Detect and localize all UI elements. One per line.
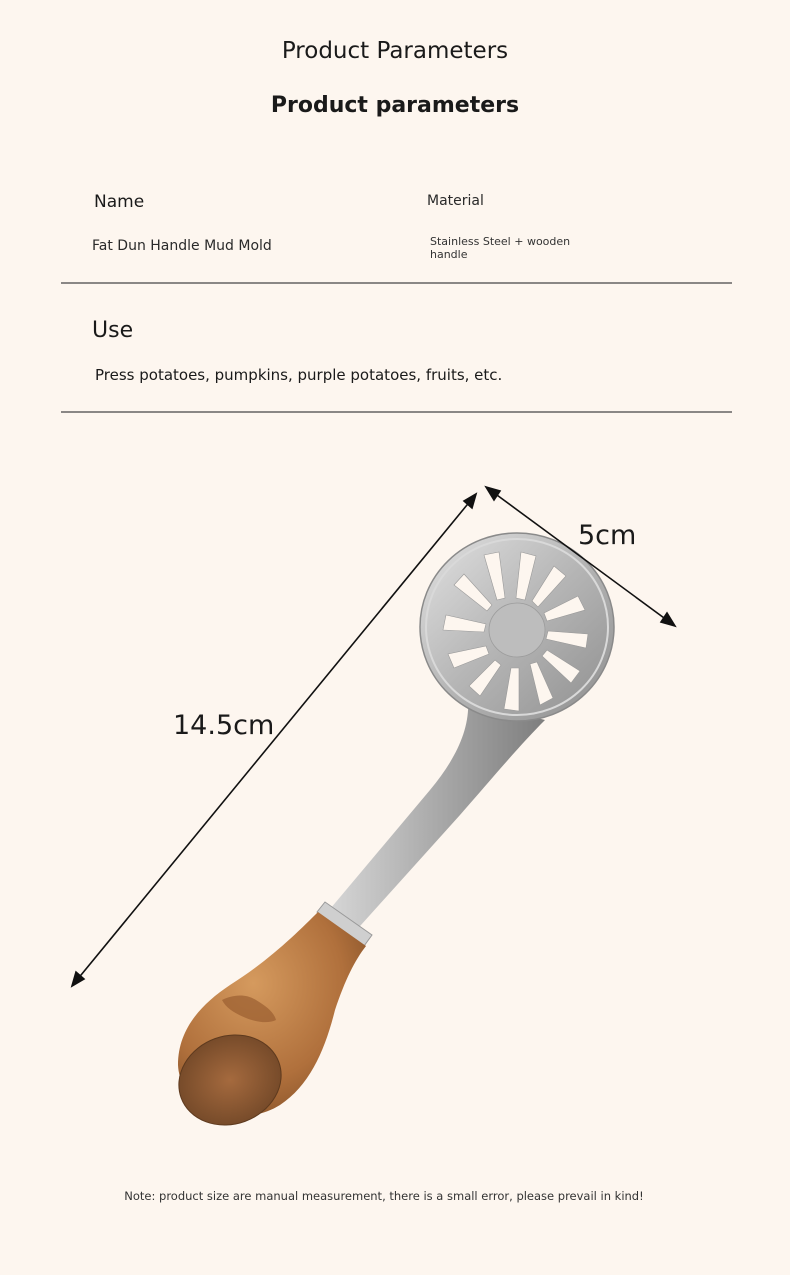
width-dimension-label: 5cm bbox=[578, 520, 637, 551]
name-label: Name bbox=[94, 192, 145, 212]
use-value: Press potatoes, pumpkins, purple potatoes, fruits, etc. bbox=[95, 366, 503, 384]
material-label: Material bbox=[427, 193, 484, 209]
masher-handle bbox=[166, 912, 366, 1139]
section-title: Product parameters bbox=[270, 93, 520, 118]
material-value: Stainless Steel + wooden handle bbox=[430, 235, 571, 261]
masher-head bbox=[420, 533, 614, 721]
use-label: Use bbox=[92, 318, 134, 343]
length-dimension-label: 14.5cm bbox=[173, 710, 275, 741]
name-value: Fat Dun Handle Mud Mold bbox=[92, 238, 272, 254]
page-title: Product Parameters bbox=[281, 38, 509, 64]
footer-note: Note: product size are manual measurement, there is a small error, please prevail in kind! bbox=[124, 1189, 644, 1203]
masher-shaft bbox=[325, 700, 545, 935]
